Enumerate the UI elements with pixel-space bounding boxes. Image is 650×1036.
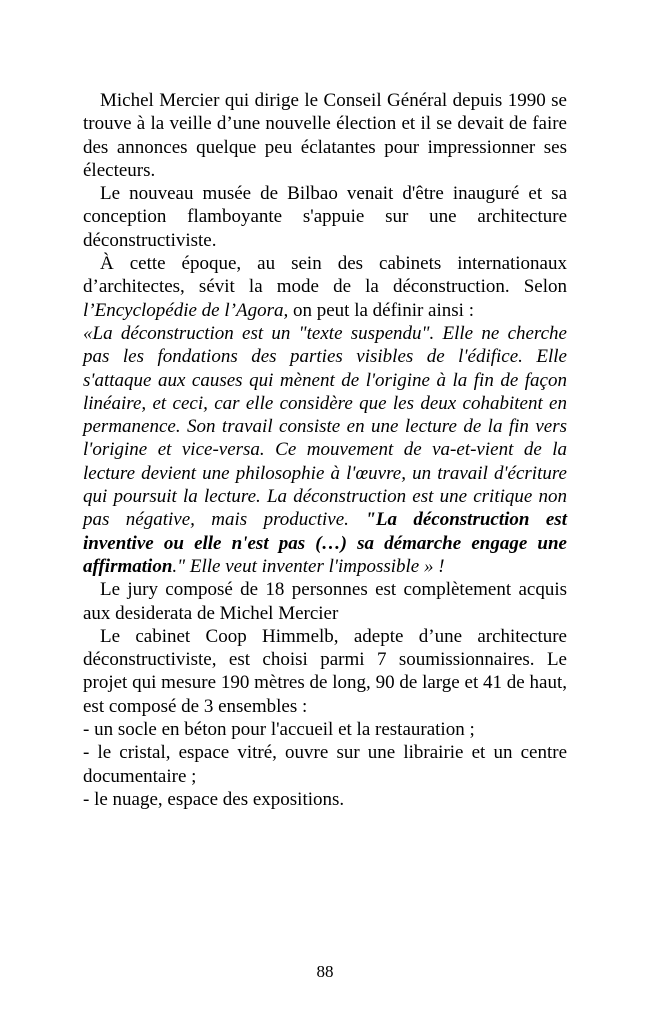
- list-item-nuage: - le nuage, espace des expositions.: [83, 788, 345, 810]
- paragraph-jury: Le jury composé de 18 personnes est complètement acquis aux desiderata de Michel Mercier: [83, 579, 567, 624]
- paragraph-deconstruction-intro: [83, 252, 567, 322]
- encyclopedie-agora-citation: l’Encyclopédie de l’Agora,: [83, 299, 289, 321]
- paragraph-bilbao-museum: Le nouveau musée de Bilbao venait d'être inauguré et sa conception flamboyante s'appuie sur une architecture déconstructiviste.: [83, 183, 567, 251]
- quote-text-part1: «La déconstruction est un "texte suspendu". Elle ne cherche pas les fondations des parties visibles de l'édifice. Elle s'attaque aux causes qui mènent de l'origine à la fin de façon linéaire, et ceci, car elle considère que les deux cohabitent en permanence. Son travail consiste en une lecture de la fin vers l'origine et vice-versa. Ce mouvement de va-et-vient de la lecture devient une philosophie à l'œuvre, un travail d'écriture qui poursuit la lecture. La déconstruction est une critique non pas négative, mais productive.: [83, 322, 567, 531]
- paragraph-mercier-election: Michel Mercier qui dirige le Conseil Général depuis 1990 se trouve à la veille d’une nouvelle élection et il se devait de faire des annonces quelque peu éclatantes pour impressionner ses électeurs.: [83, 90, 567, 181]
- deconstruction-quote: [83, 322, 567, 578]
- list-item-socle: - un socle en béton pour l'accueil et la restauration ;: [83, 719, 475, 741]
- deconstruction-intro-text: À cette époque, au sein des cabinets internationaux d’architectes, sévit la mode de la déconstruction. Selon: [83, 253, 567, 298]
- list-item-cristal: - le cristal, espace vitré, ouvre sur une librairie et un centre documentaire ;: [83, 742, 567, 787]
- paragraph-coop-himmelb: Le cabinet Coop Himmelb, adepte d’une architecture déconstructiviste, est choisi parmi 7 soumissionnaires. Le projet qui mesure 190 mètres de long, 90 de large et 41 de haut, est composé de 3 ensembles :: [83, 625, 567, 717]
- page-body: [83, 89, 567, 811]
- deconstruction-intro-end: on peut la définir ainsi :: [288, 299, 474, 321]
- quote-text-part2: ." Elle veut inventer l'impossible » !: [172, 555, 445, 577]
- page-number: 88: [316, 962, 334, 981]
- quote-bold-affirmation: "La déconstruction est inventive ou elle n'est pas (…) sa démarche engage une affirmation: [83, 509, 567, 577]
